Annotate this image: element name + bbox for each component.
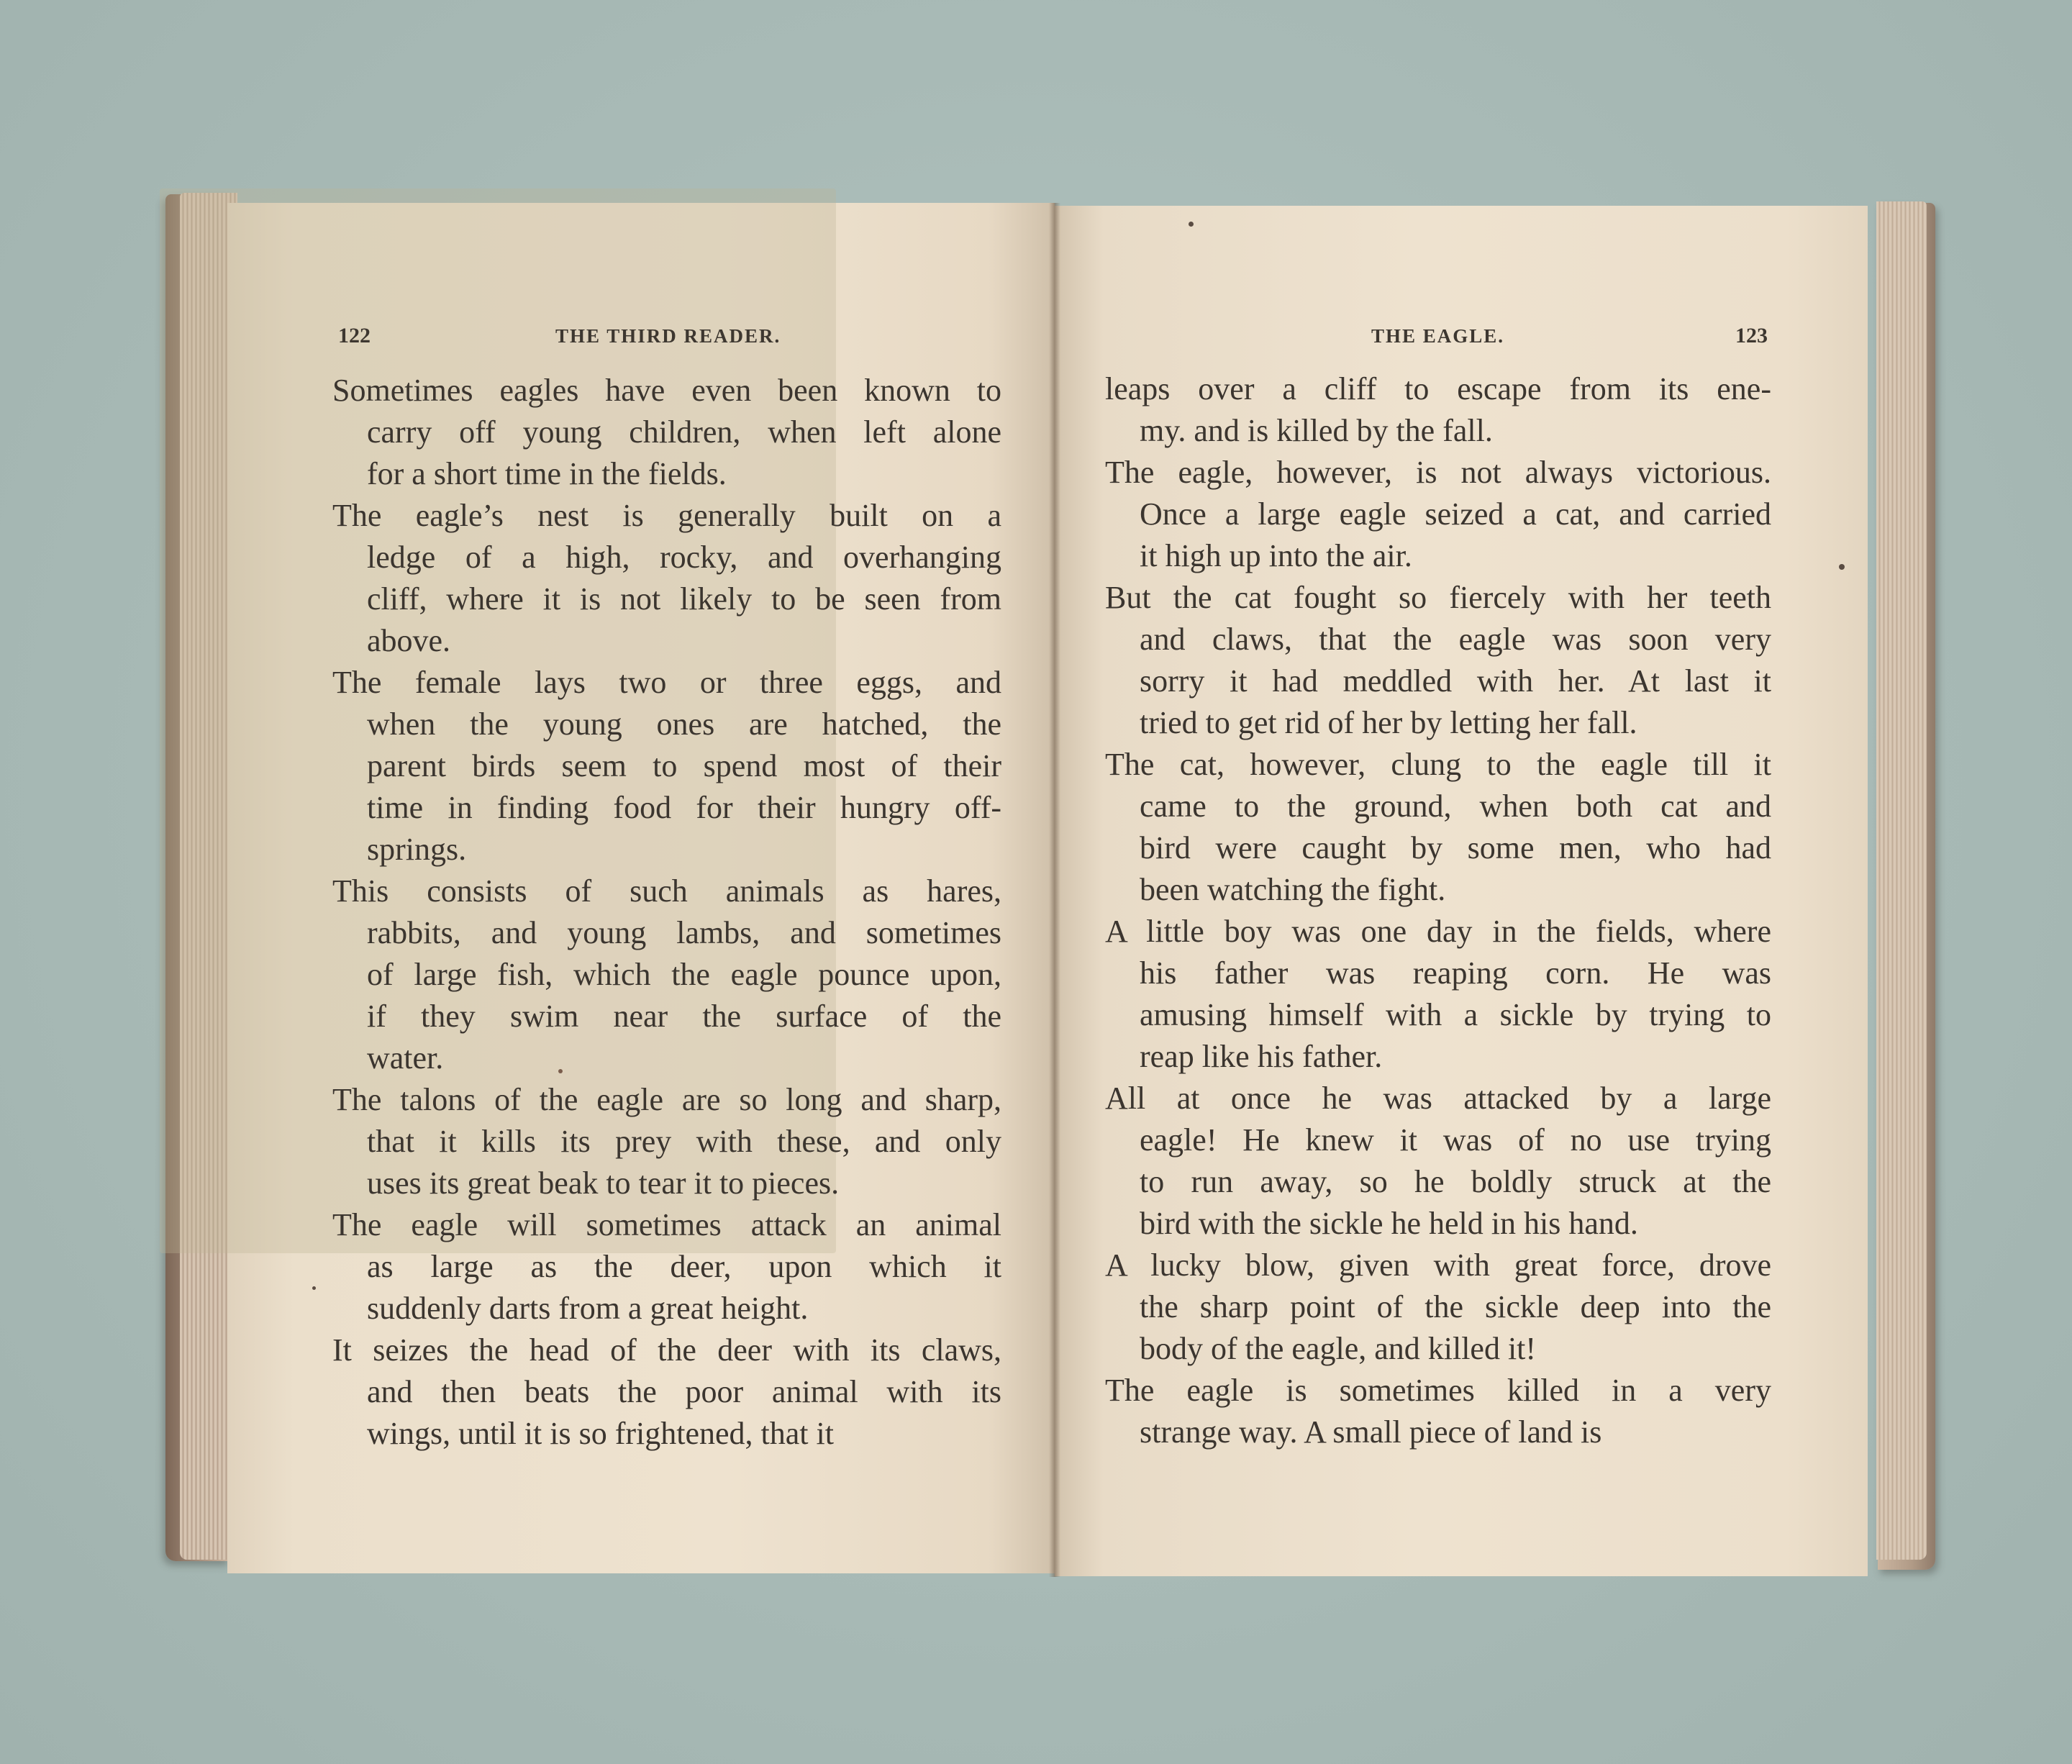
text-line: came to the ground, when both cat and xyxy=(1140,788,1771,824)
text-line: The eagle’s nest is generally built on a xyxy=(332,498,1001,533)
text-line: eagle! He knew it was of no use trying xyxy=(1140,1122,1771,1158)
paragraph xyxy=(332,662,1001,870)
text-line: reap like his father. xyxy=(1140,1039,1383,1074)
page-edges-right xyxy=(1876,201,1927,1560)
text-line: parent birds seem to spend most of their xyxy=(367,748,1001,783)
paragraph xyxy=(332,370,1001,495)
paragraph xyxy=(332,1204,1001,1329)
speck-mark xyxy=(1189,222,1194,227)
text-line: amusing himself with a sickle by trying to xyxy=(1140,997,1771,1032)
text-line: and then beats the poor animal with its xyxy=(367,1374,1001,1409)
book-gutter xyxy=(1049,203,1060,1577)
text-line: water. xyxy=(367,1040,444,1076)
text-line: leaps over a cliff to escape from its ene- xyxy=(1105,371,1771,406)
text-line: The eagle will sometimes attack an animal xyxy=(332,1207,1001,1242)
text-line: suddenly darts from a great height. xyxy=(367,1291,809,1326)
text-line: bird with the sickle he held in his hand. xyxy=(1140,1206,1638,1241)
text-line: of large fish, which the eagle pounce upon, xyxy=(367,957,1001,992)
text-line: wings, until it is so frightened, that it xyxy=(367,1416,834,1451)
text-line: bird were caught by some men, who had xyxy=(1140,830,1771,865)
paragraph xyxy=(1105,368,1771,452)
paragraph xyxy=(332,870,1001,1079)
paragraph xyxy=(1105,911,1771,1078)
paragraph xyxy=(1105,1245,1771,1370)
left-page-number: 122 xyxy=(338,324,371,347)
text-line: the sharp point of the sickle deep into the xyxy=(1140,1289,1771,1324)
text-line: sorry it had meddled with her. At last it xyxy=(1140,663,1771,699)
text-line: my. and is killed by the fall. xyxy=(1140,413,1493,448)
text-line: Once a large eagle seized a cat, and carried xyxy=(1140,496,1771,532)
paragraph xyxy=(332,495,1001,662)
text-line: The eagle, however, is not always victorious. xyxy=(1105,455,1771,490)
right-page-number: 123 xyxy=(1735,324,1768,347)
paragraph xyxy=(1105,1078,1771,1245)
text-line: time in finding food for their hungry off- xyxy=(367,790,1001,825)
right-running-head: THE EAGLE. xyxy=(1371,325,1505,347)
text-line: been watching the fight. xyxy=(1140,872,1446,907)
text-line: springs. xyxy=(367,832,467,867)
text-line: as large as the deer, upon which it xyxy=(367,1249,1001,1284)
text-line: that it kills its prey with these, and only xyxy=(367,1124,1001,1159)
text-line: The female lays two or three eggs, and xyxy=(332,665,1001,700)
text-line: But the cat fought so fiercely with her teeth xyxy=(1105,580,1771,615)
text-line: tried to get rid of her by letting her fall. xyxy=(1140,705,1637,740)
text-line: Sometimes eagles have even been known to xyxy=(332,373,1001,408)
paragraph xyxy=(1105,744,1771,911)
text-line: to run away, so he boldly struck at the xyxy=(1140,1164,1771,1199)
text-line: carry off young children, when left alone xyxy=(367,414,1001,450)
paragraph xyxy=(1105,1370,1771,1453)
text-line: body of the eagle, and killed it! xyxy=(1140,1331,1537,1366)
text-line: his father was reaping corn. He was xyxy=(1140,955,1771,991)
speck-mark xyxy=(558,1069,563,1073)
text-line: rabbits, and young lambs, and sometimes xyxy=(367,915,1001,950)
text-line: strange way. A small piece of land is xyxy=(1140,1414,1602,1450)
text-line: A lucky blow, given with great force, drove xyxy=(1105,1247,1771,1283)
text-line: This consists of such animals as hares, xyxy=(332,873,1001,909)
paragraph xyxy=(332,1079,1001,1204)
paragraph xyxy=(332,1329,1001,1455)
text-line: for a short time in the fields. xyxy=(367,456,727,491)
text-line: It seizes the head of the deer with its claws, xyxy=(332,1332,1001,1368)
paragraph xyxy=(1105,452,1771,577)
text-line: ledge of a high, rocky, and overhanging xyxy=(367,540,1001,575)
text-line: The cat, however, clung to the eagle till it xyxy=(1105,747,1771,782)
text-line: and claws, that the eagle was soon very xyxy=(1140,622,1771,657)
text-line: when the young ones are hatched, the xyxy=(367,706,1001,742)
left-running-head: THE THIRD READER. xyxy=(555,325,781,347)
text-line: All at once he was attacked by a large xyxy=(1105,1081,1771,1116)
speck-mark xyxy=(312,1286,316,1290)
text-line: The talons of the eagle are so long and sharp, xyxy=(332,1082,1001,1117)
text-line: The eagle is sometimes killed in a very xyxy=(1105,1373,1771,1408)
speck-mark xyxy=(1839,564,1845,570)
text-line: uses its great beak to tear it to pieces. xyxy=(367,1165,840,1201)
paragraph xyxy=(1105,577,1771,744)
text-line: cliff, where it is not likely to be seen from xyxy=(367,581,1001,617)
text-line: it high up into the air. xyxy=(1140,538,1412,573)
text-line: above. xyxy=(367,623,451,658)
text-line: if they swim near the surface of the xyxy=(367,999,1001,1034)
text-line: A little boy was one day in the fields, where xyxy=(1105,914,1771,949)
